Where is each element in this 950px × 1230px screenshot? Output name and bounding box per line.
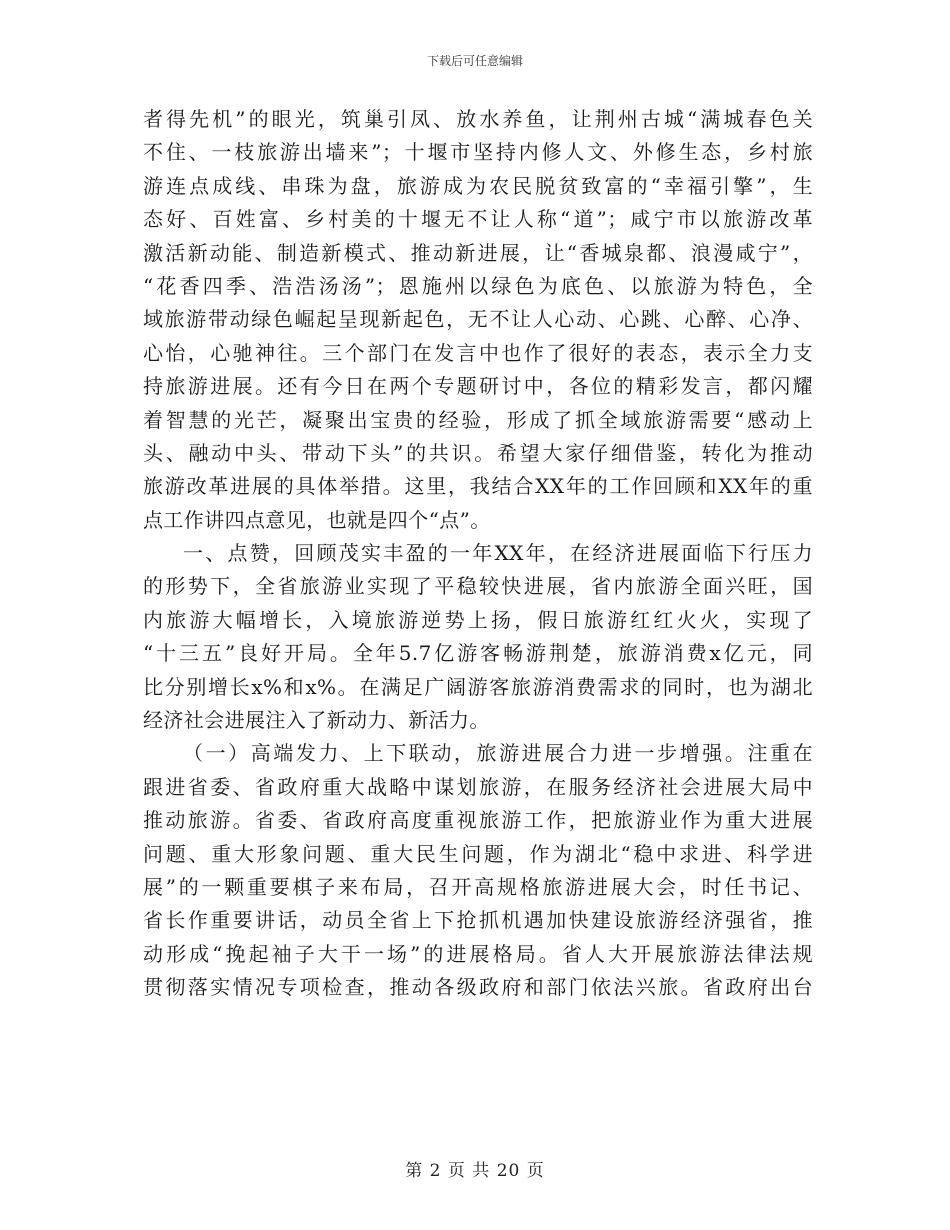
- text-line: 经济社会进展注入了新动力、新活力。: [143, 708, 490, 733]
- document-body: [143, 103, 813, 1005]
- text-line: 着智慧的光芒，凝聚出宝贵的经验，形成了抓全域旅游需要“感动上: [143, 407, 813, 432]
- text-line: 比分别增长x%和x%。在满足广阔游客旅游消费需求的同时，也为湖北: [143, 674, 813, 699]
- text-line: 推动旅游。省委、省政府高度重视旅游工作，把旅游业作为重大进展: [143, 808, 813, 833]
- text-line: 一、点赞，回顾茂实丰盈的一年XX年，在经济进展面临下行压力: [183, 541, 813, 566]
- text-line: 动形成“挽起袖子大干一场”的进展格局。省人大开展旅游法律法规: [143, 941, 813, 966]
- text-line: 旅游改革进展的具体举措。这里，我结合XX年的工作回顾和XX年的重: [143, 474, 813, 499]
- text-line: 问题、重大形象问题、重大民生问题，作为湖北“稳中求进、科学进: [143, 841, 813, 866]
- text-line: 域旅游带动绿色崛起呈现新起色，无不让人心动、心跳、心醉、心净、: [143, 307, 813, 332]
- text-line: 省长作重要讲话，动员全省上下抢抓机遇加快建设旅游经济强省，推: [143, 908, 813, 933]
- text-line: 贯彻落实情况专项检查，推动各级政府和部门依法兴旅。省政府出台: [143, 975, 813, 1000]
- page-header: 下载后可任意编辑: [426, 54, 523, 68]
- text-line: 激活新动能、制造新模式、推动新进展，让“香城泉都、浪漫咸宁”，: [143, 240, 813, 265]
- text-line: 持旅游进展。还有今日在两个专题研讨中，各位的精彩发言，都闪耀: [143, 374, 813, 399]
- text-line: “花香四季、浩浩汤汤”；恩施州以绿色为底色、以旅游为特色，全: [143, 273, 813, 298]
- text-line: 游连点成线、串珠为盘，旅游成为农民脱贫致富的“幸福引擎”，生: [143, 173, 813, 198]
- text-line: 心怡，心驰神往。三个部门在发言中也作了很好的表态，表示全力支: [143, 340, 813, 365]
- page-footer: 第 2 页 共 20 页: [405, 1161, 545, 1181]
- text-line: 内旅游大幅增长，入境旅游逆势上扬，假日旅游红红火火，实现了: [143, 607, 813, 632]
- text-line: 点工作讲四点意见，也就是四个“点”。: [143, 507, 491, 532]
- text-line: 跟进省委、省政府重大战略中谋划旅游，在服务经济社会进展大局中: [143, 774, 813, 799]
- text-line: 者得先机”的眼光，筑巢引凤、放水养鱼，让荆州古城“满城春色关: [143, 107, 813, 131]
- text-line: 不住、一枝旅游出墙来”；十堰市坚持内修人文、外修生态，乡村旅: [143, 140, 813, 165]
- text-line: 展”的一颗重要棋子来布局，召开高规格旅游进展大会，时任书记、: [143, 874, 813, 899]
- text-line: 的形势下，全省旅游业实现了平稳较快进展，省内旅游全面兴旺，国: [143, 574, 813, 599]
- text-line: 态好、百姓富、乡村美的十堰无不让人称“道”；咸宁市以旅游改革: [143, 207, 813, 232]
- text-line: 头、融动中头、带动下头”的共识。希望大家仔细借鉴，转化为推动: [143, 440, 813, 465]
- text-line: （一）高端发力、上下联动，旅游进展合力进一步增强。注重在: [183, 741, 813, 766]
- text-line: “十三五”良好开局。全年5.7亿游客畅游荆楚，旅游消费x亿元，同: [143, 641, 813, 666]
